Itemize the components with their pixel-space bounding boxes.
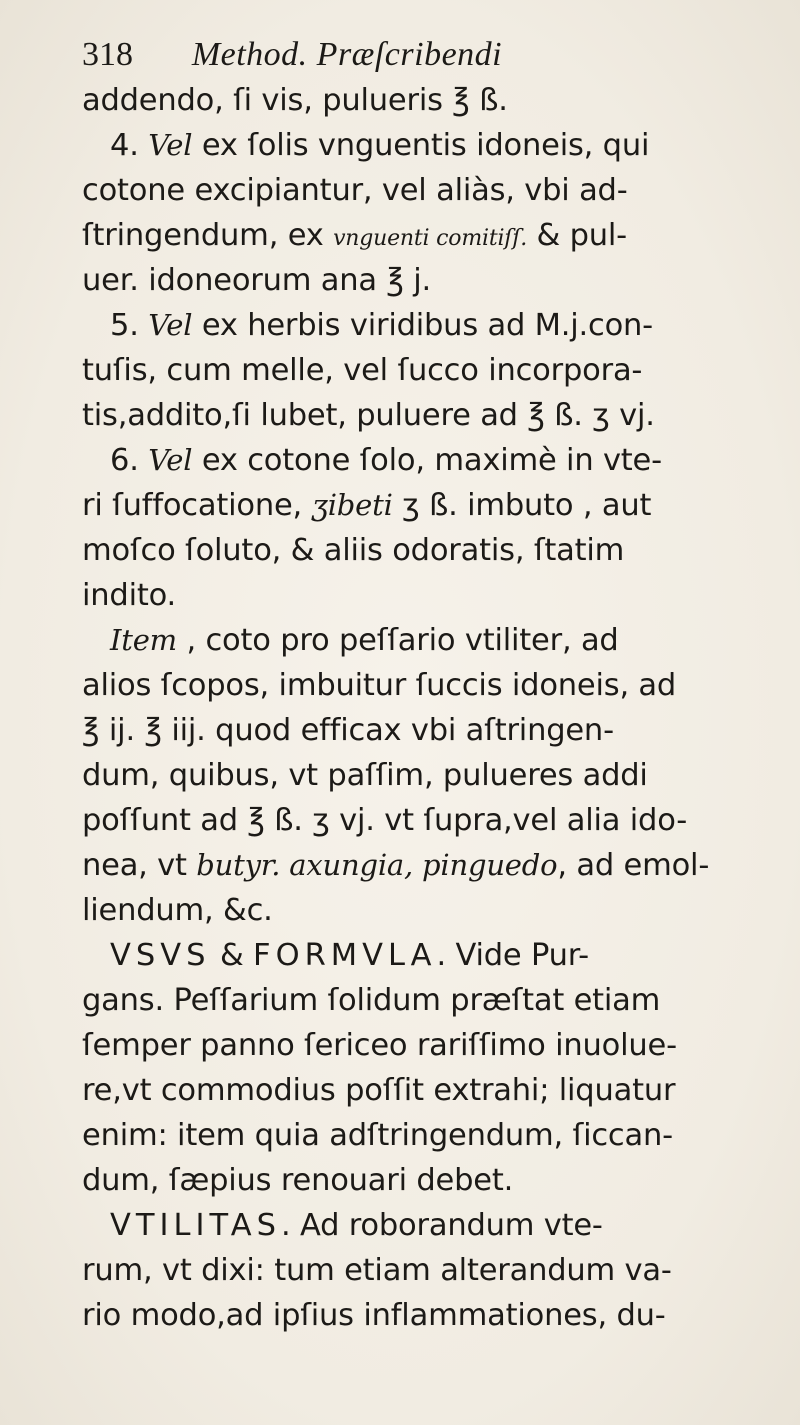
text-run: , ad emol-	[557, 848, 710, 883]
text-line	[82, 708, 782, 753]
text-run: ʒ ß. imbuto , aut	[392, 488, 652, 523]
text-run: rum, vt dixi: tum etiam alterandum va-	[82, 1253, 672, 1288]
text-run: ſtringendum, ex	[82, 218, 334, 253]
text-line	[82, 1068, 782, 1113]
text-run: tis,addito,ſi lubet, puluere ad ℥ ß. ʒ vj.	[82, 398, 655, 433]
italic-run: Item	[110, 623, 177, 657]
running-header	[82, 34, 502, 75]
running-title: Method. Præſcribendi	[191, 36, 503, 73]
text-run: gans. Peſſarium ſolidum præſtat etiam	[82, 983, 661, 1018]
text-run: uer. idoneorum ana ℥ j.	[82, 263, 432, 298]
text-run: liendum, &c.	[82, 893, 273, 928]
text-line	[82, 78, 782, 123]
text-run: alios ſcopos, imbuitur ſuccis idoneis, ad	[82, 668, 677, 703]
text-run: ℥ ij. ℥ iij. quod efficax vbi aſtringen-	[82, 713, 614, 748]
text-line	[82, 213, 782, 258]
text-run: moſco ſoluto, & aliis odoratis, ſtatim	[82, 533, 625, 568]
text-line	[82, 393, 782, 438]
text-line	[82, 1293, 782, 1338]
text-line	[82, 1113, 782, 1158]
text-line	[82, 483, 782, 528]
italic-small-run: vnguenti comitiſſ.	[333, 226, 527, 251]
text-line	[82, 978, 782, 1023]
text-run: ex cotone ſolo, maximè in vte-	[192, 443, 662, 478]
text-line	[82, 933, 782, 978]
text-run: . Vide Pur-	[436, 938, 589, 973]
text-line	[82, 798, 782, 843]
text-run: nea, vt	[82, 848, 197, 883]
text-run: poſſunt ad ℥ ß. ʒ vj. vt ſupra,vel alia ido-	[82, 803, 688, 838]
text-line	[82, 303, 782, 348]
text-run: tuſis, cum melle, vel ſucco incorpora-	[82, 353, 643, 388]
text-run: rio modo,ad ipſius inflammationes, du-	[82, 1298, 666, 1333]
text-line	[82, 348, 782, 393]
text-line	[82, 618, 782, 663]
text-run: ri ſuffocatione,	[82, 488, 312, 523]
text-line	[82, 528, 782, 573]
text-run: . Ad roborandum vte-	[280, 1208, 603, 1243]
spaced-caps-run: VTILITAS	[110, 1208, 281, 1243]
text-run: ex ſolis vnguentis idoneis, qui	[192, 128, 650, 163]
text-run: indito.	[82, 578, 177, 613]
text-line	[82, 1203, 782, 1248]
text-line	[82, 1158, 782, 1203]
text-run: cotone excipiantur, vel aliàs, vbi ad-	[82, 173, 628, 208]
text-run: 6.	[110, 443, 149, 478]
text-line	[82, 843, 782, 888]
text-run: 4.	[110, 128, 149, 163]
italic-run: Vel	[148, 128, 193, 162]
text-line	[82, 1248, 782, 1293]
italic-run: Vel	[148, 308, 193, 342]
page-number: 318	[82, 36, 133, 73]
text-run: ſemper panno ſericeo rariſſimo inuolue-	[82, 1028, 677, 1063]
text-line	[82, 258, 782, 303]
spaced-caps-run: FORMVLA	[253, 938, 437, 973]
text-run: dum, ſæpius renouari debet.	[82, 1163, 514, 1198]
text-run: &	[210, 938, 254, 973]
text-line	[82, 438, 782, 483]
italic-run: ʒibeti	[311, 488, 393, 522]
text-line	[82, 1023, 782, 1068]
text-line	[82, 663, 782, 708]
body-text	[82, 78, 782, 1338]
text-line	[82, 123, 782, 168]
italic-run: butyr. axungia, pinguedo	[196, 848, 558, 882]
text-run: ex herbis viridibus ad M.j.con-	[192, 308, 653, 343]
text-run: & pul-	[527, 218, 627, 253]
text-run: , coto pro peſſario vtiliter, ad	[176, 623, 619, 658]
text-run: enim: item quia adſtringendum, ſiccan-	[82, 1118, 673, 1153]
italic-run: Vel	[148, 443, 193, 477]
text-line	[82, 573, 782, 618]
text-run: addendo, ſi vis, pulueris ℥ ß.	[82, 83, 508, 118]
text-line	[82, 168, 782, 213]
text-line	[82, 888, 782, 933]
text-run: 5.	[110, 308, 149, 343]
text-run: dum, quibus, vt paſſim, pulueres addi	[82, 758, 648, 793]
spaced-caps-run: VSVS	[110, 938, 211, 973]
text-run: re,vt commodius poſſit extrahi; liquatur	[82, 1073, 676, 1108]
text-line	[82, 753, 782, 798]
